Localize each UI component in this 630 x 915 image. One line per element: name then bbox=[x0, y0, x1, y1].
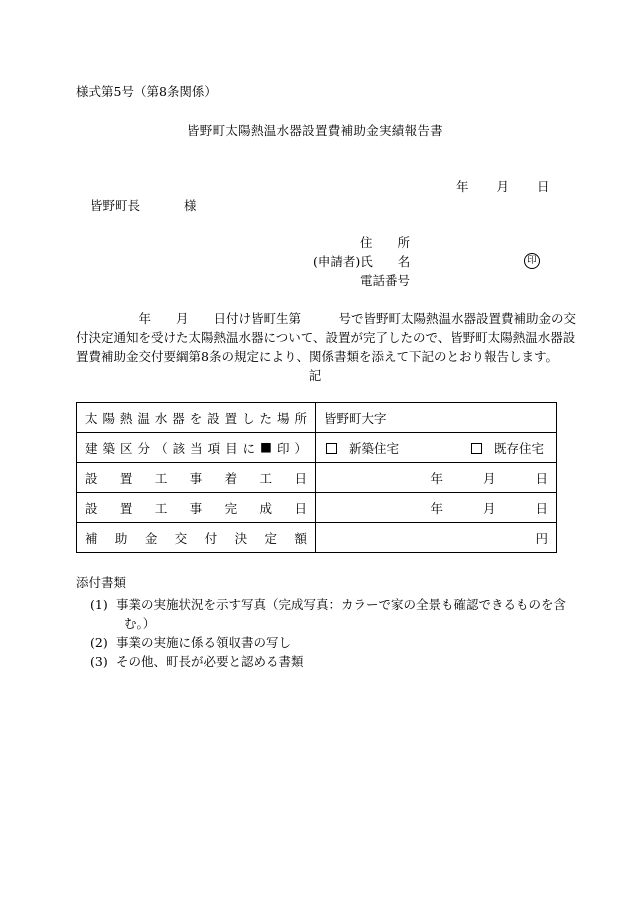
attachment-text: その他、町長が必要と認める書類 bbox=[116, 654, 304, 669]
label-char: 額 bbox=[294, 530, 307, 546]
label-char: を bbox=[189, 410, 203, 426]
phone-label: 電話番号 bbox=[360, 273, 411, 288]
start-month: 月 bbox=[482, 470, 496, 486]
label-char: 熱 bbox=[119, 410, 133, 426]
option-new-house-label: 新築住宅 bbox=[349, 440, 400, 456]
label-char: 印 bbox=[276, 440, 290, 456]
location-value[interactable]: 皆野町大字 bbox=[316, 403, 557, 433]
attachment-text: 事業の実施に係る領収書の写し bbox=[116, 635, 292, 650]
label-char: 築 bbox=[102, 440, 116, 456]
label-char: 付 bbox=[204, 530, 218, 546]
report-body bbox=[76, 309, 577, 366]
label-char: 設 bbox=[85, 470, 98, 486]
grant-amount-label bbox=[77, 523, 316, 553]
label-char: 補 bbox=[85, 530, 98, 546]
addressee bbox=[90, 198, 197, 214]
label-char: 成 bbox=[259, 500, 273, 516]
label-char: 当 bbox=[190, 440, 203, 456]
building-type-label bbox=[77, 433, 316, 463]
label-char: （ bbox=[155, 440, 168, 456]
label-char: 項 bbox=[207, 440, 221, 456]
date-month: 月 bbox=[496, 179, 510, 194]
label-char: 分 bbox=[137, 440, 151, 456]
label-char: 事 bbox=[189, 470, 203, 486]
label-char: に bbox=[242, 440, 256, 456]
label-char: 目 bbox=[225, 440, 238, 456]
label-char: 日 bbox=[294, 470, 307, 486]
label-char: 太 bbox=[85, 410, 98, 426]
report-table bbox=[76, 402, 557, 553]
label-char: た bbox=[259, 410, 273, 426]
table-row-grant-amount bbox=[77, 523, 557, 553]
label-char: 助 bbox=[114, 530, 128, 546]
completion-day: 日 bbox=[535, 500, 548, 516]
attachments-title: 添付書類 bbox=[76, 575, 127, 590]
label-char: 着 bbox=[224, 470, 238, 486]
start-date-value[interactable] bbox=[316, 463, 557, 493]
body-line-3: 置費補助金交付要綱第8条の規定により、関係書類を添えて下記のとおり報告します。 bbox=[76, 349, 558, 364]
completion-month: 月 bbox=[482, 500, 496, 516]
completion-year: 年 bbox=[430, 500, 443, 516]
attachment-text-cont: む。） bbox=[124, 616, 156, 631]
address-label: 住 所 bbox=[360, 235, 411, 250]
label-char: 所 bbox=[294, 410, 307, 426]
label-char: 置 bbox=[119, 500, 133, 516]
label-char: 温 bbox=[137, 410, 150, 426]
table-row-location bbox=[77, 403, 557, 433]
start-date-label bbox=[77, 463, 316, 493]
addressee-name: 皆野町長 bbox=[90, 198, 141, 213]
label-char: 日 bbox=[294, 500, 307, 516]
label-char: 金 bbox=[144, 530, 158, 546]
completion-date-value[interactable] bbox=[316, 493, 557, 523]
attachment-num: (2) bbox=[90, 635, 108, 650]
body-line-2: 付決定通知を受けた太陽熱温水器について、設置が完了したので、皆野町太陽熱温水器設 bbox=[76, 330, 576, 345]
label-char: 器 bbox=[172, 410, 185, 426]
attachment-item-2 bbox=[90, 633, 566, 652]
grant-amount-value[interactable]: 円 bbox=[316, 523, 557, 553]
form-number: 様式第5号（第8条関係） bbox=[76, 84, 217, 99]
option-new-house[interactable] bbox=[326, 439, 399, 457]
checkbox-icon[interactable] bbox=[326, 443, 337, 454]
checkbox-icon[interactable] bbox=[471, 443, 482, 454]
label-char: 設 bbox=[85, 500, 98, 516]
name-label: (申請者)氏 名 bbox=[313, 254, 411, 269]
label-char: 設 bbox=[207, 410, 220, 426]
label-char: 置 bbox=[224, 410, 238, 426]
ki-heading: 記 bbox=[308, 368, 322, 383]
label-char: ） bbox=[294, 440, 307, 456]
table-row-completion-date bbox=[77, 493, 557, 523]
start-year: 年 bbox=[430, 470, 443, 486]
label-char: 置 bbox=[119, 470, 133, 486]
attachment-num: (1) bbox=[90, 597, 108, 612]
label-char: 区 bbox=[120, 440, 133, 456]
addressee-honorific: 様 bbox=[184, 198, 197, 213]
table-row-building-type bbox=[77, 433, 557, 463]
label-char: 交 bbox=[174, 530, 188, 546]
date-day: 日 bbox=[537, 179, 550, 194]
label-char: ■ bbox=[260, 438, 272, 454]
attachment-item-3 bbox=[90, 652, 566, 671]
body-line-1: 年 月 日付け皆町生第 号で皆野町太陽熱温水器設置費補助金の交 bbox=[76, 311, 577, 326]
label-char: 工 bbox=[259, 470, 273, 486]
table-row-start-date bbox=[77, 463, 557, 493]
document-title: 皆野町太陽熱温水器設置費補助金実績報告書 bbox=[186, 123, 443, 138]
attachment-item-1 bbox=[90, 595, 566, 614]
label-char: 完 bbox=[224, 500, 238, 516]
label-char: 決 bbox=[234, 530, 248, 546]
start-day: 日 bbox=[535, 470, 548, 486]
label-char: 事 bbox=[189, 500, 203, 516]
date-year: 年 bbox=[456, 179, 469, 194]
location-label bbox=[77, 403, 316, 433]
seal-mark: 印 bbox=[524, 253, 540, 269]
attachment-num: (3) bbox=[90, 654, 108, 669]
report-date bbox=[456, 179, 550, 195]
label-char: 陽 bbox=[102, 410, 115, 426]
attachment-item-1-cont bbox=[90, 614, 566, 633]
label-char: 工 bbox=[154, 500, 168, 516]
label-char: 定 bbox=[264, 530, 278, 546]
attachment-text: 事業の実施状況を示す写真（完成写真：カラーで家の全景も確認できるものを含 bbox=[116, 597, 567, 612]
label-char: 建 bbox=[85, 440, 98, 456]
label-char: 場 bbox=[276, 410, 290, 426]
completion-date-label bbox=[77, 493, 316, 523]
option-existing-house[interactable] bbox=[471, 439, 544, 457]
label-char: し bbox=[242, 410, 255, 426]
label-char: 該 bbox=[172, 440, 186, 456]
label-char: 工 bbox=[154, 470, 168, 486]
label-char: 水 bbox=[154, 410, 168, 426]
attachments-list bbox=[90, 595, 566, 671]
building-type-value bbox=[316, 433, 557, 463]
option-existing-house-label: 既存住宅 bbox=[493, 440, 544, 456]
